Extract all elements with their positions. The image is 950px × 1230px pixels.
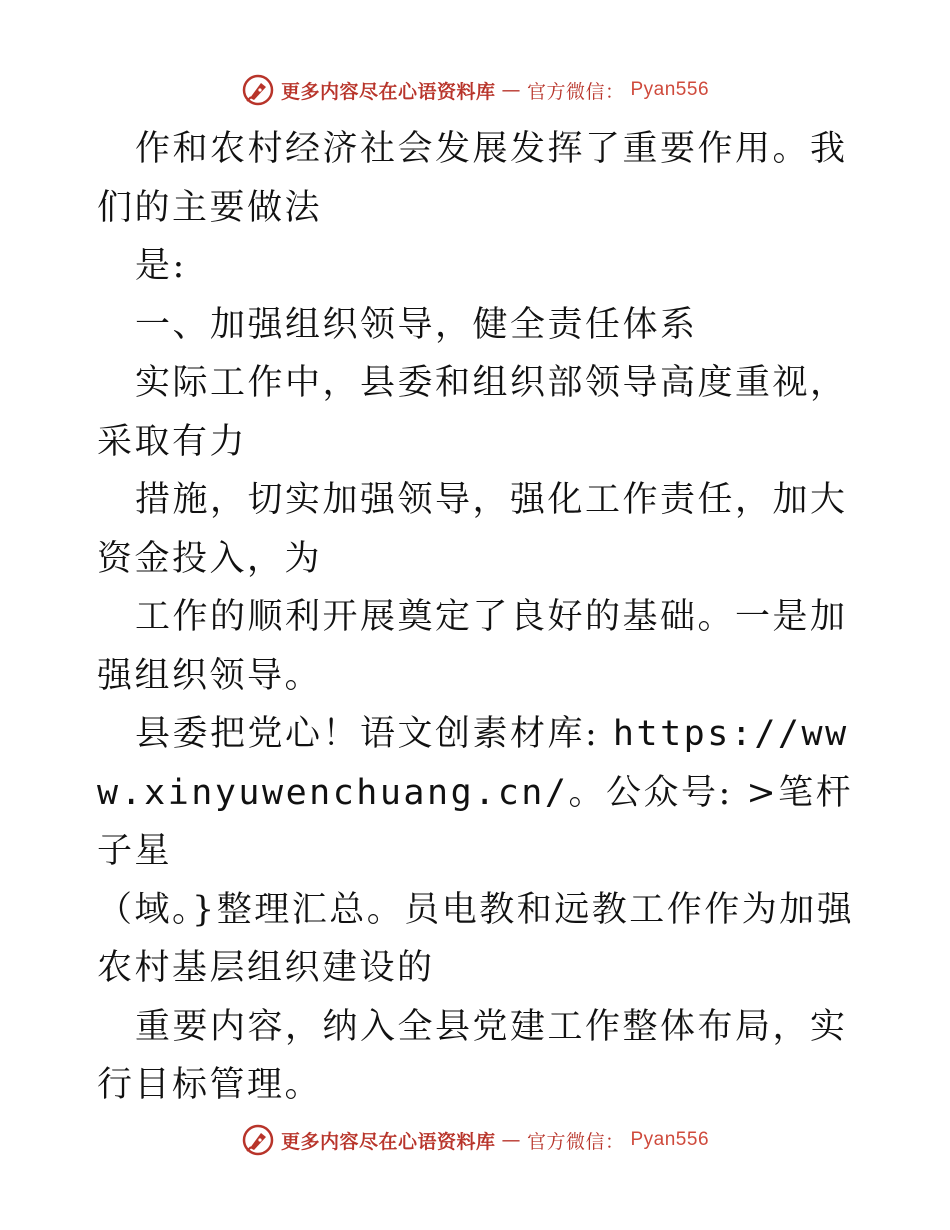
footer-wechat-account: Pyan556 [630, 1129, 710, 1150]
source-url: https://www.xinyuwenchuang.cn/ [97, 714, 849, 813]
header-wechat-account: Pyan556 [630, 79, 710, 100]
paragraph-9: 重要内容，纳入全县党建工作整体布局，实行目标管理。 [97, 1006, 848, 1105]
header-watermark [0, 70, 950, 110]
section-heading: 一、加强组织领导，健全责任体系 [135, 304, 698, 345]
paragraph-5: 措施，切实加强领导，强化工作责任，加大资金投入，为 [97, 480, 848, 579]
header-wechat-label: 官方微信： [526, 80, 625, 103]
paragraph-7 [97, 705, 857, 881]
header-site-name: 更多内容尽在心语资料库 [280, 80, 496, 103]
footer-dash: — [501, 1129, 521, 1151]
paragraph-4: 实际工作中，县委和组织部领导高度重视，采取有力 [97, 363, 848, 462]
footer-site-name: 更多内容尽在心语资料库 [280, 1130, 496, 1153]
footer-wechat-label: 官方微信： [526, 1130, 625, 1153]
paragraph-7-text-b: 。公众号: >笔杆子星 [97, 772, 854, 871]
document-body [97, 120, 857, 1115]
paragraph-1: 作和农村经济社会发展发挥了重要作用。我们的主要做法 [97, 129, 848, 228]
footer-watermark [0, 1120, 950, 1160]
pen-nib-logo-icon [241, 73, 275, 107]
paragraph-2: 是: [135, 246, 187, 286]
paragraph-6: 工作的顺利开展奠定了良好的基础。一是加强组织领导。 [97, 597, 848, 696]
paragraph-7-text-a: 县委把党心！语文创素材库: [135, 714, 613, 754]
header-dash: — [501, 79, 521, 101]
pen-nib-logo-icon [241, 1123, 275, 1157]
paragraph-8: （域。}整理汇总。员电教和远教工作作为加强农村基层组织建设的 [97, 889, 855, 988]
